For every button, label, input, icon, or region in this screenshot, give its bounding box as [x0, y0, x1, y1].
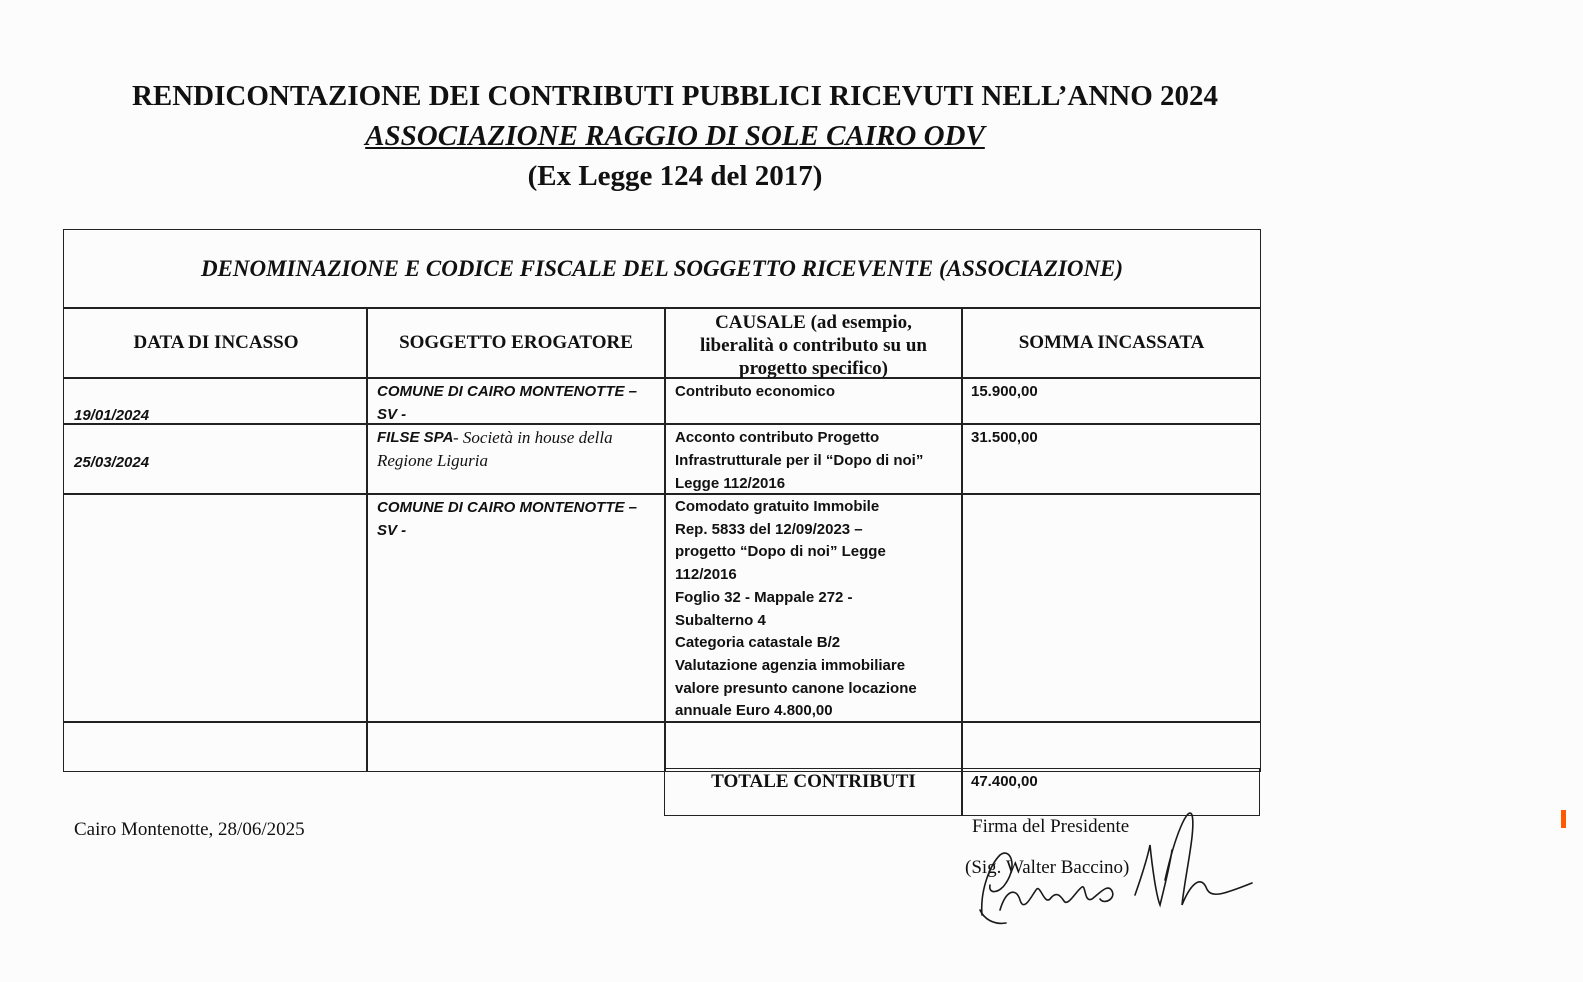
section-title: DENOMINAZIONE E CODICE FISCALE DEL SOGGETTO RICEVENTE (ASSOCIAZIONE): [200, 256, 1124, 281]
column-header-date: DATA DI INCASSO: [133, 332, 299, 353]
column-header-provider: SOGGETTO EROGATORE: [399, 332, 633, 353]
divider: [63, 493, 1261, 495]
row-reason: Comodato gratuito Immobile Rep. 5833 del 12/09/2023 – progetto “Dopo di noi” Legge 112/2016 Foglio 32 - Mappale 272 - Subalterno 4 Categoria catastale B/2 Valutazione agenzia immobiliare valore presunto canone locazione annuale Euro 4.800,00: [675, 498, 917, 720]
edge-mark: [1561, 810, 1566, 828]
total-amount: 47.400,00: [971, 773, 1038, 790]
divider: [63, 307, 1261, 309]
divider: [63, 721, 1261, 723]
column-header-amount: SOMMA INCASSATA: [1018, 332, 1205, 353]
row-provider: COMUNE DI CAIRO MONTENOTTE – SV -: [377, 499, 638, 539]
row-amount: 31.500,00: [971, 429, 1038, 446]
handwritten-signature: [960, 795, 1260, 935]
divider: [961, 307, 963, 815]
row-amount: 15.900,00: [971, 383, 1038, 400]
law-reference: (Ex Legge 124 del 2017): [527, 160, 823, 192]
total-label: TOTALE CONTRIBUTI: [711, 771, 916, 792]
row-provider-note: - Società in house della Regione Liguria: [377, 428, 613, 470]
document-title: RENDICONTAZIONE DEI CONTRIBUTI PUBBLICI RICEVUTI NELL’ANNO 2024: [131, 80, 1219, 112]
signature-title: Firma del Presidente: [972, 816, 1130, 837]
divider: [366, 307, 368, 772]
signature-name: (Sig. Walter Baccino): [965, 857, 1130, 878]
row-date: 19/01/2024: [74, 407, 150, 424]
row-provider: FILSE SPA: [377, 429, 454, 446]
association-name: ASSOCIAZIONE RAGGIO DI SOLE CAIRO ODV: [365, 120, 985, 152]
divider: [63, 377, 1261, 379]
divider: [63, 423, 1261, 425]
table-border: [63, 229, 1261, 772]
column-header-reason: CAUSALE (ad esempio, liberalità o contributo su un progetto specifico): [700, 312, 927, 379]
row-provider: COMUNE DI CAIRO MONTENOTTE – SV -: [377, 383, 638, 423]
place-date: Cairo Montenotte, 28/06/2025: [74, 819, 305, 840]
row-date: 25/03/2024: [74, 454, 150, 471]
row-reason: Contributo economico: [675, 383, 835, 400]
row-reason: Acconto contributo Progetto Infrastrutturale per il “Dopo di noi” Legge 112/2016: [675, 429, 924, 492]
